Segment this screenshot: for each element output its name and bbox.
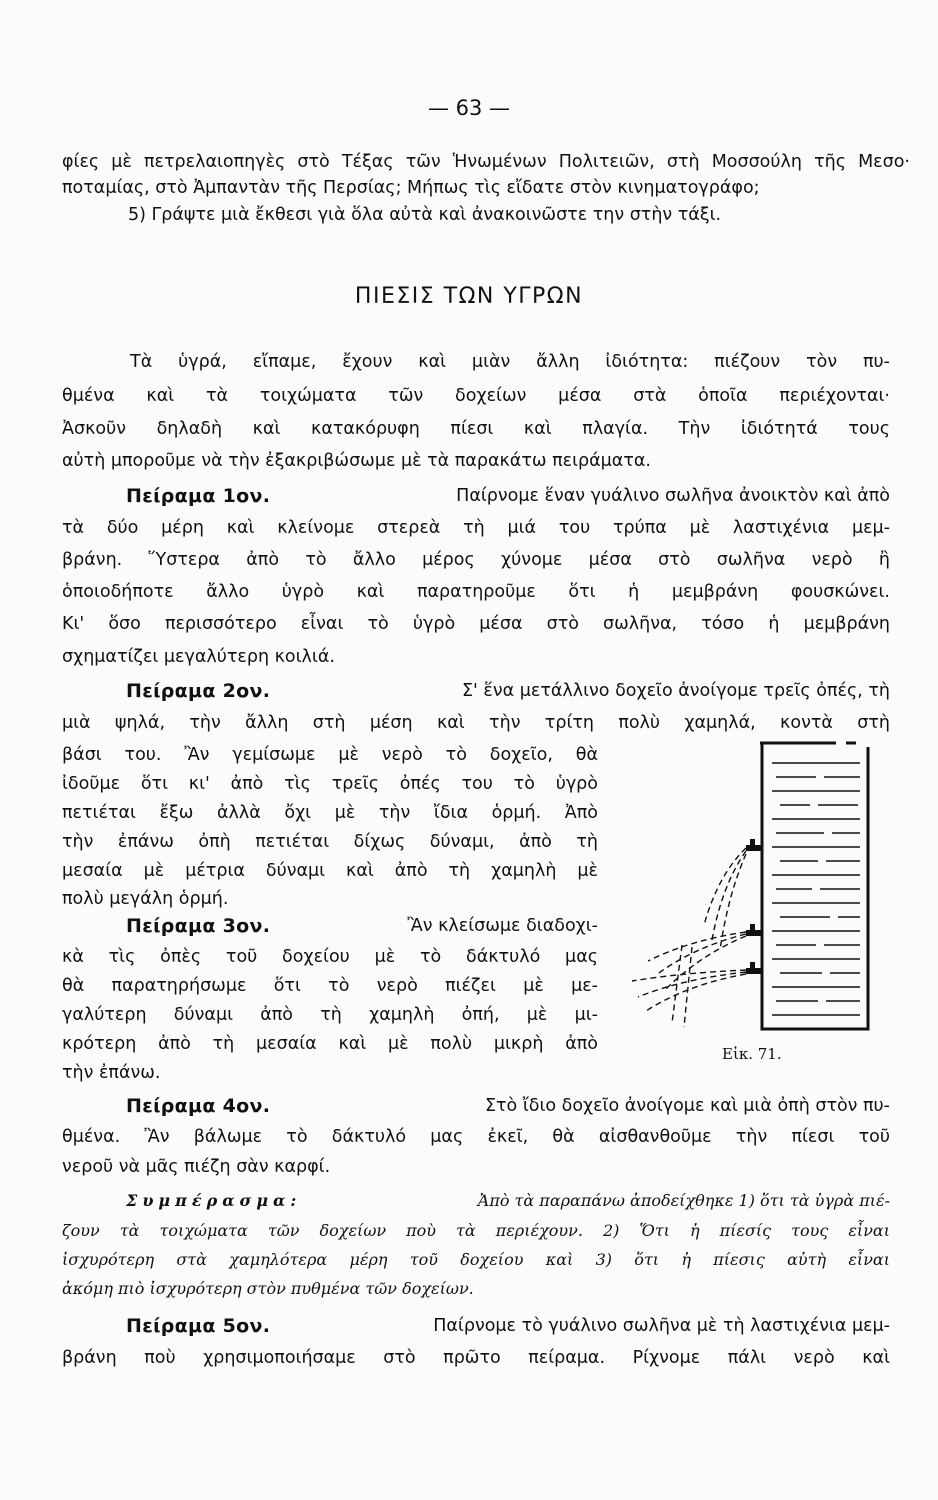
conclusion-line: ἰσχυρότερη στὰ χαμηλότερα μέρη τοῦ δοχείου καὶ 3) ὅτι ἡ πίεσις αὐτὴ εἶναι [62,1250,890,1269]
experiment-2-line: πολὺ μεγάλη ὁρμή. [62,889,229,909]
conclusion-text: Ἀπὸ τὰ παραπάνω ἀποδείχθηκε 1) ὅτι τὰ ὑγρὰ πιέ- [477,1191,890,1210]
conclusion-label: Συμπέρασμα: [126,1191,302,1210]
paragraph-line: αὐτὴ μποροῦμε νὰ τὴν ἐξακριβώσωμε μὲ τὰ παρακάτω πειράματα. [62,451,651,471]
experiment-2-label: Πείραμα 2ον. [126,680,271,702]
experiment-1-text: Παίρνομε ἕναν γυάλινο σωλῆνα ἀνοικτὸν καὶ ἀπὸ [456,486,890,506]
experiment-2-line: ἰδοῦμε ὅτι κι' ἀπὸ τὶς τρεῖς ὀπές του τὸ ὑγρὸ [62,774,598,794]
experiment-4-line: θμένα. Ἂν βάλωμε τὸ δάκτυλό μας ἐκεῖ, θὰ αἰσθανθοῦμε τὴν πίεσι τοῦ [62,1127,890,1147]
experiment-5-line: βράνη ποὺ χρησιμοποιήσαμε στὸ πρῶτο πείραμα. Ρίχνομε πάλι νερὸ καὶ [62,1348,890,1368]
experiment-3-line: θὰ παρατηρήσωμε ὅτι τὸ νερὸ πιέζει μὲ με- [62,976,598,996]
experiment-2-line: μεσαία μὲ μέτρια δύναμι καὶ ἀπὸ τὴ χαμηλὴ μὲ [62,861,598,881]
intro-line: 5) Γράψτε μιὰ ἔκθεσι γιὰ ὅλα αὐτὰ καὶ ἀνακοινῶστε την στὴν τάξι. [128,205,722,225]
experiment-1-line: βράνη. Ὕστερα ἀπὸ τὸ ἄλλο μέρος χύνομε μέσα στὸ σωλῆνα νερὸ ἢ [62,550,890,570]
experiment-2-line: μιὰ ψηλά, τὴν ἄλλη στὴ μέση καὶ τὴν τρίτη πολὺ χαμηλά, κοντὰ στὴ [62,713,890,733]
experiment-3-line: γαλύτερη δύναμι ἀπὸ τὴ χαμηλὴ ὀπή, μὲ μι- [62,1005,598,1025]
paragraph-line: Τὰ ὑγρά, εἴπαμε, ἔχουν καὶ μιὰν ἄλλη ἰδιότητα: πιέζουν τὸν πυ- [130,352,890,372]
experiment-2-line: πετιέται ἔξω ἀλλὰ ὄχι μὲ τὴν ἴδια ὁρμή. Ἀπὸ [62,803,598,823]
experiment-2-text: Σ' ἕνα μετάλλινο δοχεῖο ἀνοίγομε τρεῖς ὀπές, τὴ [461,681,890,701]
experiment-3-label: Πείραμα 3ον. [126,915,271,937]
conclusion-line: ἀκόμη πιὸ ἰσχυρότερη στὸν πυθμένα τῶν δοχείων. [62,1279,474,1298]
figure-caption: Εἰκ. 71. [722,1045,782,1063]
experiment-1-line: ὁποιοδήποτε ἄλλο ὑγρὸ καὶ παρατηροῦμε ὅτι ἡ μεμβράνη φουσκώνει. [62,582,890,602]
experiment-3-line: κὰ τὶς ὀπὲς τοῦ δοχείου μὲ τὸ δάκτυλό μας [62,947,598,967]
experiment-2-line: τὴν ἐπάνω ὀπὴ πετιέται δίχως δύναμι, ἀπὸ τὴ [62,832,598,852]
conclusion-first-line [126,1189,890,1213]
experiment-3-first-line [126,914,598,938]
intro-line: ποταμίας, στὸ Ἀμπαντὰν τῆς Περσίας; Μήπως τὶς εἴδατε στὸν κινηματογράφο; [62,178,760,198]
experiment-3-line: κρότερη ἀπὸ τὴ μεσαία καὶ μὲ πολὺ μικρὴ ἀπὸ [62,1034,598,1054]
water-lines [772,763,860,1015]
experiment-5-label: Πείραμα 5ον. [126,1315,271,1337]
experiment-4-first-line [126,1094,890,1118]
experiment-1-line: Κι' ὅσο περισσότερο εἶναι τὸ ὑγρὸ μέσα στὸ σωλῆνα, τόσο ἡ μεμβράνη [62,614,890,634]
vessel-outline [760,743,868,1029]
conclusion-line: ζουν τὰ τοιχώματα τῶν δοχείων ποὺ τὰ περιέχουν. 2) Ὅτι ἡ πίεσίς τους εἶναι [62,1221,890,1240]
experiment-1-line: σχηματίζει μεγαλύτερη κοιλιά. [62,647,335,667]
experiment-2-line: βάσι του. Ἂν γεμίσωμε μὲ νερὸ τὸ δοχεῖο, θὰ [62,745,598,765]
experiment-3-text: Ἂν κλείσωμε διαδοχι- [407,916,598,936]
water-jets [632,848,746,1027]
intro-line: φίες μὲ πετρελαιοπηγὲς στὸ Τέξας τῶν Ἡνωμένων Πολιτειῶν, στὴ Μοσσούλη τῆς Μεσο· [62,152,910,172]
experiment-5-first-line [126,1314,890,1338]
experiment-4-line: νεροῦ νὰ μᾶς πιέζη σὰν καρφί. [62,1157,331,1177]
experiment-4-label: Πείραμα 4ον. [126,1095,271,1117]
section-title: ΠΙΕΣΙΣ ΤΩΝ ΥΓΡΩΝ [354,284,584,309]
experiment-1-label: Πείραμα 1ον. [126,485,271,507]
experiment-1-line: τὰ δύο μέρη καὶ κλείνομε στερεὰ τὴ μιά του τρύπα μὲ λαστιχένια μεμ- [62,518,890,538]
experiment-2-first-line [126,679,890,703]
experiment-3-line: τὴν ἐπάνω. [62,1063,161,1083]
page-number: — 63 — [427,96,511,120]
experiment-1-first-line [126,484,890,508]
spout-taps [746,839,762,974]
experiment-5-text: Παίρνομε τὸ γυάλινο σωλῆνα μὲ τὴ λαστιχένια μεμ- [433,1316,890,1336]
experiment-4-text: Στὸ ἴδιο δοχεῖο ἀνοίγομε καὶ μιὰ ὀπὴ στὸν πυ- [484,1096,890,1116]
figure-vessel-illustration [620,735,880,1035]
paragraph-line: Ἀσκοῦν δηλαδὴ καὶ κατακόρυφη πίεσι καὶ πλαγία. Τὴν ἰδιότητά τους [62,419,890,439]
paragraph-line: θμένα καὶ τὰ τοιχώματα τῶν δοχείων μέσα στὰ ὁποῖα περιέχονται· [62,386,890,406]
